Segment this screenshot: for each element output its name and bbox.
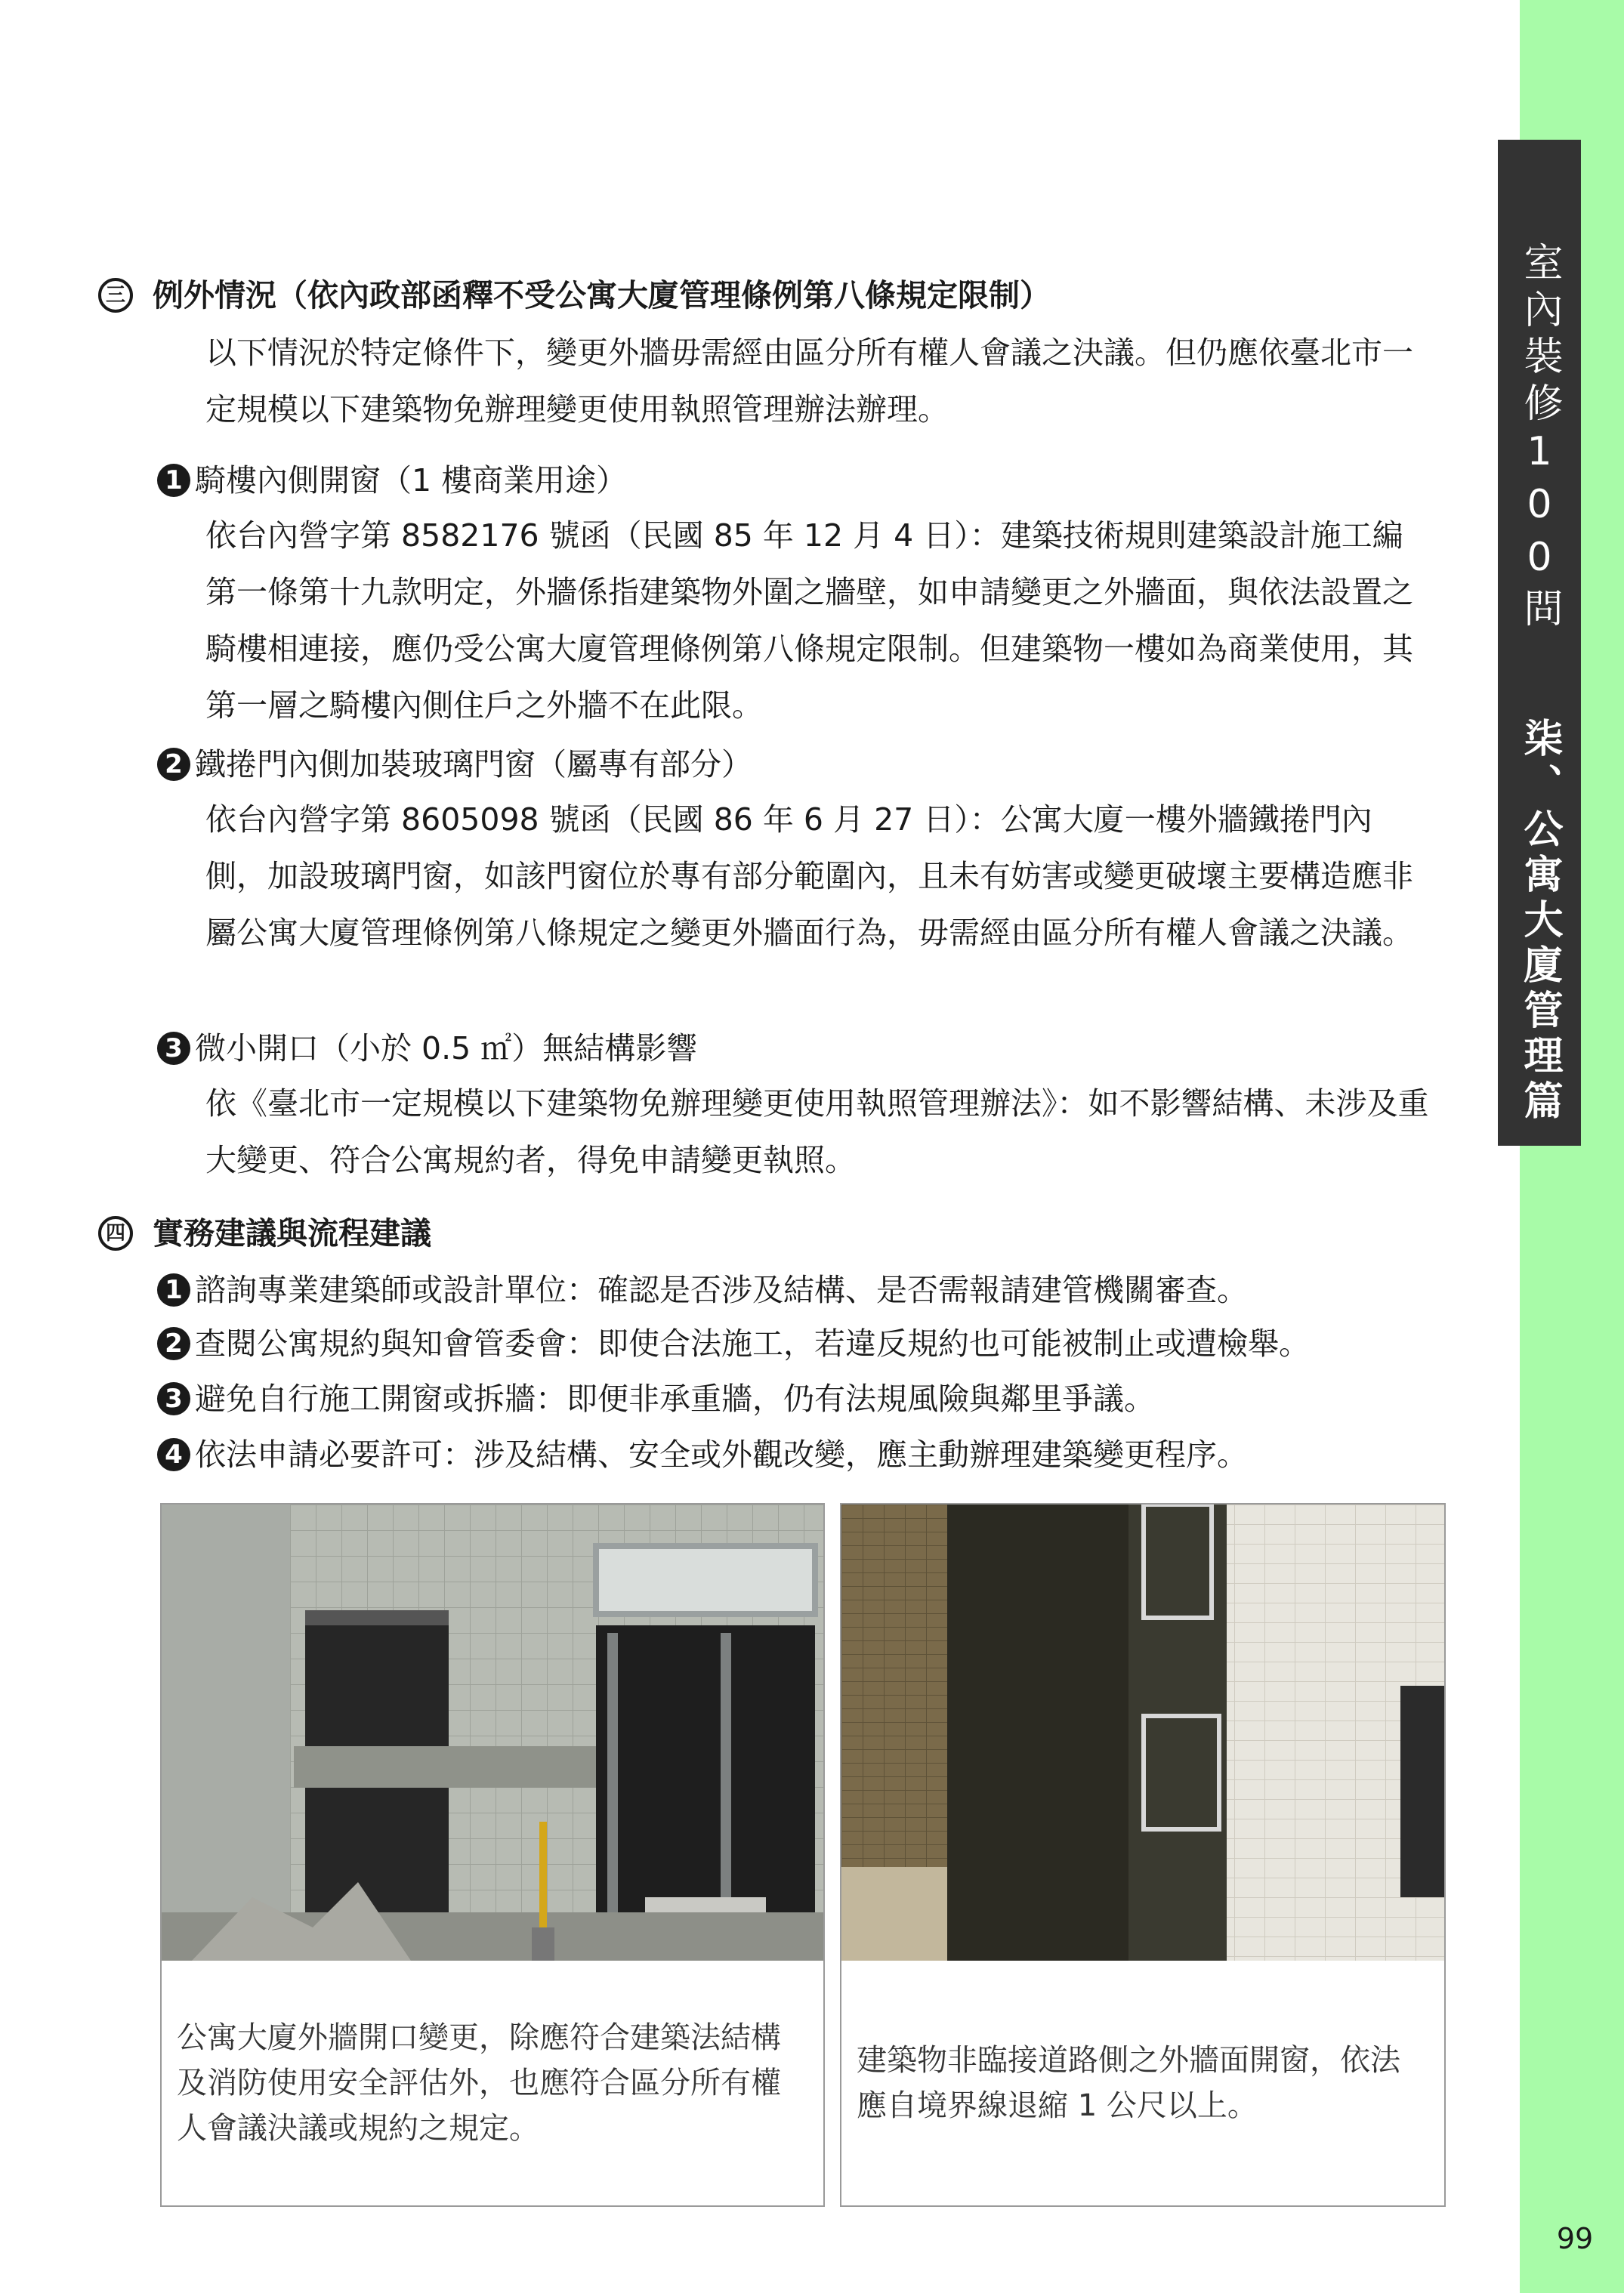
- photo-side-window: [841, 1504, 1444, 1961]
- caption-text: 建築物非臨接道路側之外牆面開窗，依法應自境界線退縮 1 公尺以上。: [857, 2043, 1400, 2123]
- item-title-text: 微小開口（小於 0.5 ㎡）無結構影響: [195, 1029, 698, 1066]
- photo-card-1: [160, 1503, 825, 2207]
- section-3-number: 三: [98, 278, 133, 313]
- book-title-vertical: 室內裝修100問: [1517, 242, 1562, 634]
- caption-text: 公寓大廈外牆開口變更，除應符合建築法結構及消防使用安全評估外，也應符合區分所有權人會議決議或規約之規定。: [177, 2020, 781, 2146]
- section-3-item-2-body: 依台內營字第 8605098 號函（民國 86 年 6 月 27 日）：公寓大廈一樓外牆鐵捲門內側，加設玻璃門窗，如該門窗位於專有部分範圍內，且未有妨害或變更破壞主要構造應非屬公寓大廈管理條例第八條規定之變更外牆面行為，毋需經由區分所有權人會議之決議。: [205, 801, 1413, 951]
- item-title-text: 鐵捲門內側加裝玻璃門窗（屬專有部分）: [195, 745, 752, 782]
- section-4-item-2: [157, 1327, 1310, 1360]
- photo-caption-2: [841, 1961, 1444, 2205]
- photo-card-2: [840, 1503, 1446, 2207]
- chapter-title-vertical: 柒、公寓大廈管理篇: [1517, 718, 1562, 1125]
- section-3-item-1-body: 依台內營字第 8582176 號函（民國 85 年 12 月 4 日）：建築技術規則建築設計施工編第一條第十九款明定，外牆係指建築物外圍之牆壁，如申請變更之外牆面，與依法設置之騎樓相連接，應仍受公寓大廈管理條例第八條規定限制。但建築物一樓如為商業使用，其第一層之騎樓內側住戶之外牆不在此限。: [205, 517, 1413, 724]
- item-number-badge: 1: [157, 1273, 190, 1307]
- section-3-item-1-title: [157, 461, 628, 498]
- item-text: 避免自行施工開窗或拆牆：即便非承重牆，仍有法規風險與鄰里爭議。: [195, 1380, 1155, 1417]
- item-number-badge: 3: [157, 1032, 190, 1065]
- item-text: 依法申請必要許可：涉及結構、安全或外觀改變，應主動辦理建築變更程序。: [195, 1436, 1248, 1473]
- section-4-number: 四: [98, 1216, 133, 1251]
- item-number-badge: 3: [157, 1382, 190, 1415]
- section-3-item-3-body: 依《臺北市一定規模以下建築物免辦理變更使用執照管理辦法》：如不影響結構、未涉及重大變更、符合公寓規約者，得免申請變更執照。: [205, 1085, 1429, 1178]
- section-3-heading: [98, 278, 1051, 313]
- section-3-title: 例外情況（依內政部函釋不受公寓大廈管理條例第八條規定限制）: [153, 276, 1051, 313]
- section-4-item-3: [157, 1382, 1155, 1415]
- item-number-badge: 4: [157, 1438, 190, 1471]
- section-3-item-2-title: [157, 745, 752, 782]
- section-4-heading: [98, 1216, 431, 1251]
- item-text: 諮詢專業建築師或設計單位：確認是否涉及結構、是否需報請建管機關審查。: [195, 1271, 1248, 1308]
- item-text: 查閱公寓規約與知會管委會：即使合法施工，若違反規約也可能被制止或遭檢舉。: [195, 1325, 1310, 1362]
- item-number-badge: 2: [157, 1327, 190, 1360]
- item-number-badge: 2: [157, 748, 190, 781]
- section-3-intro: 以下情況於特定條件下，變更外牆毋需經由區分所有權人會議之決議。但仍應依臺北市一定規模以下建築物免辦理變更使用執照管理辦法辦理。: [205, 335, 1413, 427]
- section-4-title: 實務建議與流程建議: [153, 1214, 431, 1251]
- page-number: 99: [1556, 2222, 1594, 2255]
- photo-wall-opening: [162, 1504, 823, 1961]
- item-title-text: 騎樓內側開窗（1 樓商業用途）: [195, 461, 628, 498]
- section-4-item-1: [157, 1273, 1248, 1307]
- chapter-tab: [1498, 140, 1581, 1146]
- photo-caption-1: [162, 1961, 823, 2205]
- item-number-badge: 1: [157, 464, 190, 497]
- section-4-item-4: [157, 1438, 1248, 1471]
- section-3-item-3-title: [157, 1029, 698, 1066]
